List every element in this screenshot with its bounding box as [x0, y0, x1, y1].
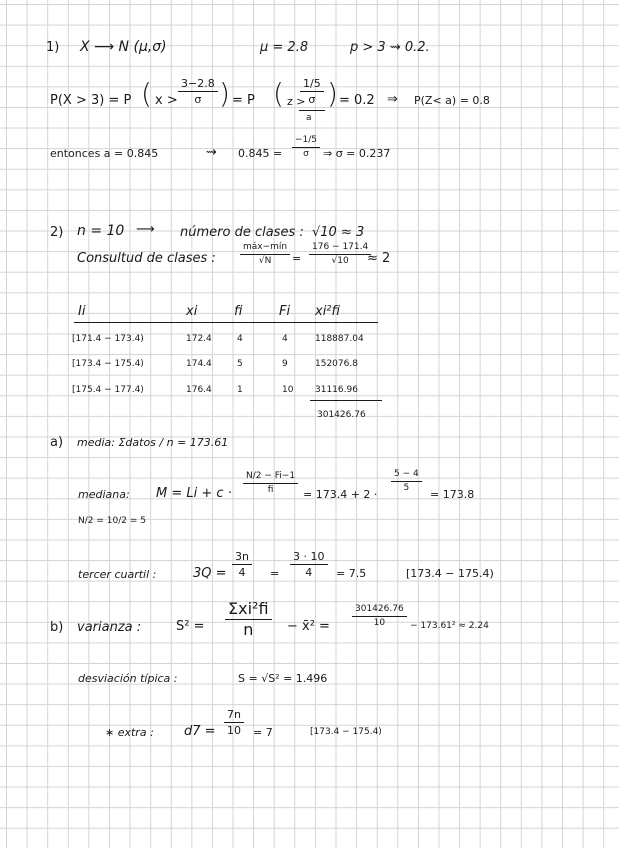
arrow: ⟶: [136, 222, 155, 237]
fraction-minus-1-5-over-sigma: [292, 136, 320, 159]
fraction-numerator: 3−2.8: [178, 78, 218, 92]
fraction-7n-over-10: [224, 709, 244, 736]
table-cell: 9: [282, 359, 288, 369]
open-paren-2: (: [273, 77, 284, 110]
table-cell: [173.4 − 175.4): [72, 359, 144, 369]
x-greater: x >: [155, 93, 178, 108]
media-line: media: Σdatos / n = 173.61: [77, 436, 229, 449]
fraction-numerator: 5 − 4: [391, 470, 422, 482]
varianza-label: varianza :: [77, 620, 142, 635]
n-value: n = 10: [77, 223, 125, 239]
fraction-numerator: máx−mín: [240, 243, 290, 255]
fraction-numerator: −1/5: [292, 136, 320, 148]
table-cell: 174.4: [186, 359, 212, 369]
fraction-denominator: 5: [403, 483, 410, 493]
extra-label: ∗ extra :: [105, 726, 154, 739]
implies-arrow: ⇒: [387, 92, 398, 107]
fraction-sum-xi2fi-over-n: [225, 601, 272, 638]
minus-mean-squared: − x̄² =: [287, 619, 330, 634]
table-header-xi: xi: [186, 304, 198, 319]
cuartil-interval: [173.4 − 175.4): [406, 567, 494, 580]
desviacion-value: S = √S² = 1.496: [238, 672, 328, 685]
fraction-denominator: n: [243, 620, 254, 639]
problem-1-number: 1): [46, 40, 60, 55]
fraction-3x10-over-4: [290, 551, 328, 578]
mediana-fraction-2: [391, 470, 422, 493]
table-cell: 172.4: [186, 334, 212, 344]
squiggle-arrow: ⇝: [206, 145, 217, 160]
part-b-label: b): [50, 620, 64, 635]
tercer-cuartil-label: tercer cuartil :: [78, 568, 157, 581]
table-cell: 4: [237, 334, 243, 344]
fraction-numerator: 7n: [224, 709, 244, 723]
table-cell: 152076.8: [315, 359, 358, 369]
numero-de-clases-value: √10 ≈ 3: [312, 225, 365, 240]
table-cell: 31116.96: [315, 385, 358, 395]
probability-statement: p > 3 ⇝ 0.2.: [350, 40, 430, 55]
entonces-a-value: entonces a = 0.845: [50, 147, 159, 160]
fraction-denominator: σ: [308, 93, 316, 106]
equals-p: = P: [232, 93, 255, 108]
fraction-3n-over-4: [232, 551, 252, 578]
mediana-fraction: [243, 472, 298, 495]
cuartil-symbol: 3Q =: [193, 566, 227, 581]
fraction-numerator: 3n: [232, 551, 252, 565]
table-cell: 10: [282, 385, 294, 395]
z-greater: z >: [287, 95, 306, 108]
fraction-numerator: 176 − 171.4: [309, 243, 371, 255]
fraction-denominator: fi: [267, 485, 274, 495]
mediana-result: = 173.8: [430, 488, 475, 501]
d7-symbol: d7 =: [184, 724, 216, 739]
table-cell: 5: [237, 359, 243, 369]
table-cell: [175.4 − 177.4): [72, 385, 144, 395]
fraction-176-minus-171.4-over-sqrt-10: [309, 243, 371, 266]
mediana-label: mediana:: [78, 488, 130, 501]
fraction-1-5-over-sigma: [300, 78, 324, 105]
table-cell: 118887.04: [315, 334, 364, 344]
underbrace-label-a: a: [306, 113, 312, 123]
fraction-denominator: √10: [331, 256, 349, 266]
fraction-denominator: 10: [373, 618, 386, 628]
table-cell: 1: [237, 385, 243, 395]
table-header-xi2fi: xi²fi: [315, 304, 340, 319]
distribution-statement: X ⟶ N (μ,σ): [80, 39, 167, 55]
fraction-denominator: 4: [238, 566, 246, 579]
table-header-rule: [74, 322, 378, 323]
table-header-ii: Ii: [78, 304, 86, 319]
part-a-label: a): [50, 435, 64, 450]
amplitud-result: ≈ 2: [367, 251, 391, 266]
varianza-result: − 173.61² ≈ 2.24: [410, 621, 489, 631]
fraction-numerator: 3 · 10: [290, 551, 328, 565]
amplitud-label: Consultud de clases :: [77, 251, 216, 266]
mediana-substitution: = 173.4 + 2 ·: [303, 488, 378, 501]
open-paren: (: [141, 77, 152, 110]
fraction-301426.76-over-10: [352, 605, 407, 628]
amplitud-equals: =: [292, 252, 302, 265]
fraction-numerator: Σxi²fi: [225, 601, 272, 620]
p-x-gt-3-lhs: P(X > 3) = P: [50, 93, 132, 108]
table-cell: 176.4: [186, 385, 212, 395]
fraction-denominator: σ: [194, 93, 202, 106]
fraction-denominator: 4: [305, 566, 313, 579]
fraction-denominator: σ: [303, 149, 309, 159]
cuartil-equals: =: [270, 567, 280, 580]
fraction-denominator: √N: [258, 256, 272, 266]
fraction-max-min-over-sqrt-n: [240, 243, 290, 266]
n-half-note: N/2 = 10/2 = 5: [78, 516, 146, 526]
mu-value: μ = 2.8: [260, 40, 309, 55]
table-cell: 4: [282, 334, 288, 344]
p-z-less-a: P(Z< a) = 0.8: [414, 94, 490, 107]
d7-result: = 7: [253, 726, 273, 739]
fraction-numerator: 301426.76: [352, 605, 407, 617]
numero-de-clases-label: número de clases :: [180, 225, 304, 240]
fraction-3-minus-2.8-over-sigma: [178, 78, 218, 105]
equation-0.845: 0.845 =: [238, 147, 283, 160]
fraction-numerator: N/2 − Fi−1: [243, 472, 298, 484]
table-cell: [171.4 − 173.4): [72, 334, 144, 344]
mediana-formula: M = Li + c ·: [156, 486, 232, 501]
table-header-Fi: Fi: [279, 304, 291, 319]
s-squared: S² =: [176, 619, 205, 634]
fraction-numerator: 1/5: [300, 78, 324, 92]
desviacion-label: desviación típica :: [78, 672, 178, 685]
table-total: 301426.76: [317, 410, 366, 420]
fraction-denominator: 10: [227, 724, 241, 737]
cuartil-result: = 7.5: [336, 567, 367, 580]
close-paren-2: ): [327, 77, 338, 110]
equals-0.2: = 0.2: [339, 93, 375, 108]
close-paren: ): [219, 77, 230, 110]
sum-rule: [310, 400, 382, 401]
table-header-fi: fi: [234, 304, 243, 319]
sigma-result: ⇒ σ = 0.237: [323, 147, 391, 160]
underbrace: [299, 110, 325, 111]
problem-2-number: 2): [50, 225, 64, 240]
d7-interval: [173.4 − 175.4): [310, 727, 382, 737]
